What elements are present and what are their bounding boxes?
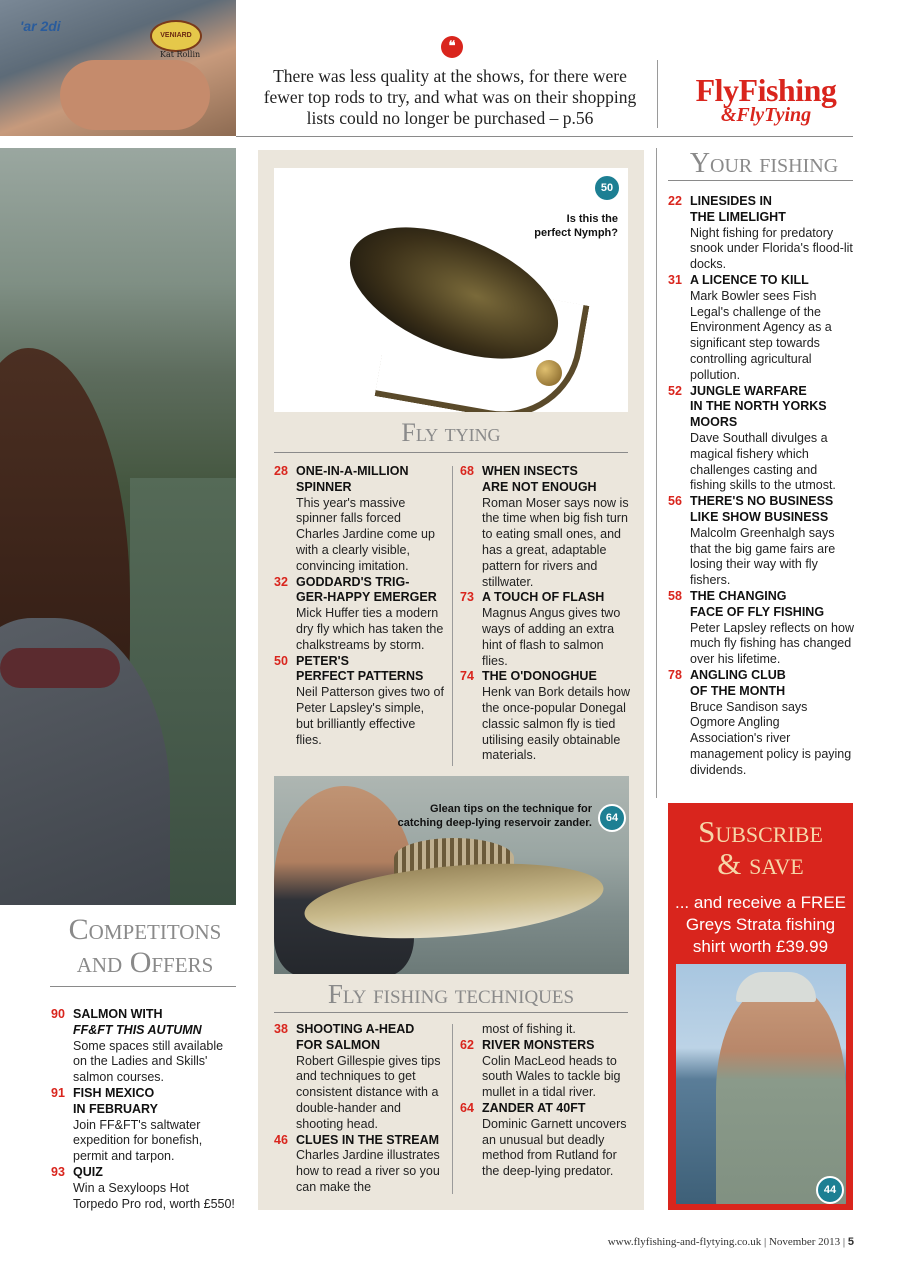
list-item bbox=[668, 589, 854, 668]
item-desc: Win a Sexyloops Hot Torpedo Pro rod, worth £550! bbox=[73, 1180, 235, 1211]
item-title: QUIZ bbox=[73, 1164, 103, 1179]
list-item bbox=[668, 273, 854, 384]
item-title: SALMON WITH bbox=[73, 1007, 163, 1021]
photo-hands bbox=[60, 60, 210, 130]
photo-bead bbox=[536, 360, 562, 386]
page-number: 58 bbox=[668, 588, 682, 603]
item-desc: Magnus Angus gives two ways of adding an extra hint of flash to salmon flies. bbox=[482, 606, 621, 668]
name-patch: Kat Rollin bbox=[160, 50, 201, 59]
item-title: SHOOTING A-HEAD bbox=[296, 1022, 415, 1036]
item-desc: Join FF&FT's saltwater expedition for bonefish, permit and tarpon. bbox=[73, 1117, 203, 1164]
list-item bbox=[668, 194, 854, 273]
techniques-right-list bbox=[460, 1022, 630, 1180]
list-item bbox=[51, 1007, 236, 1086]
footer-url[interactable]: www.flyfishing-and-flytying.co.uk bbox=[607, 1236, 762, 1248]
item-title: ANGLING CLUB bbox=[690, 667, 786, 682]
item-desc: Charles Jardine illustrates how to read a river so you can make the bbox=[296, 1148, 440, 1194]
fly-tying-right-list bbox=[460, 464, 630, 764]
item-title: PETER'S bbox=[296, 653, 349, 668]
list-item bbox=[274, 464, 444, 575]
page-number: 46 bbox=[274, 1132, 288, 1147]
list-item bbox=[668, 384, 854, 495]
page-number: 73 bbox=[460, 590, 474, 605]
item-title: RIVER MONSTERS bbox=[482, 1037, 595, 1052]
techniques-title: Fly fishing techniques bbox=[327, 979, 575, 1009]
list-item bbox=[668, 668, 854, 779]
top-photo bbox=[0, 0, 236, 136]
footer-separator: | bbox=[764, 1236, 767, 1248]
page-number: 31 bbox=[668, 272, 682, 287]
list-item bbox=[274, 1022, 444, 1133]
logo-line1: FlyFishing bbox=[695, 72, 837, 108]
page-number: 50 bbox=[274, 653, 288, 668]
page-number: 74 bbox=[460, 669, 474, 684]
footer-separator: | bbox=[842, 1236, 846, 1248]
item-desc: Robert Gillespie gives tips and techniques to get consistent distance with a double-hander and shooting head. bbox=[296, 1053, 441, 1131]
item-title: THE O'DONOGHUE bbox=[482, 669, 597, 684]
item-continuation: most of fishing it. bbox=[482, 1022, 576, 1036]
list-item bbox=[668, 494, 854, 589]
page-number: 22 bbox=[668, 194, 682, 208]
subscribe-offer: ... and receive a FREE Greys Strata fishing shirt worth £39.99 bbox=[674, 893, 847, 956]
caption-line: perfect Nymph? bbox=[534, 227, 618, 239]
zander-caption bbox=[380, 802, 592, 830]
logo-line2: &FlyTying bbox=[720, 104, 812, 126]
page-number: 38 bbox=[274, 1022, 288, 1036]
page-number: 56 bbox=[668, 494, 682, 509]
page-badge: 64 bbox=[598, 804, 626, 832]
list-item bbox=[51, 1086, 236, 1165]
list-item bbox=[460, 590, 630, 669]
competitions-list bbox=[51, 1007, 236, 1212]
item-title: ONE-IN-A-MILLION bbox=[296, 464, 409, 478]
item-title: OF THE MONTH bbox=[690, 683, 786, 698]
competitions-title-line2: and Offers bbox=[76, 946, 214, 979]
item-title: ARE NOT ENOUGH bbox=[482, 479, 597, 494]
item-title: JUNGLE WARFARE bbox=[690, 383, 807, 398]
list-item bbox=[460, 669, 630, 764]
item-desc: This year's massive spinner falls forced Charles Jardine come up with a clearly visible, convincing imitation. bbox=[296, 495, 435, 573]
item-title: GER-HAPPY EMERGER bbox=[296, 590, 437, 605]
list-item bbox=[274, 654, 444, 749]
photo-angler bbox=[716, 984, 846, 1204]
item-title: LINESIDES IN bbox=[690, 194, 772, 208]
item-desc: Malcolm Greenhalgh says that the big game fairs are losing their way with fly fishers. bbox=[690, 525, 836, 588]
veniard-patch: VENIARD bbox=[150, 20, 202, 52]
page-number: 52 bbox=[668, 383, 682, 398]
competitions-title bbox=[40, 913, 250, 979]
your-fishing-rule bbox=[668, 180, 853, 181]
photo-collar bbox=[0, 648, 120, 688]
item-title: FF&FT THIS AUTUMN bbox=[73, 1022, 202, 1037]
item-desc: Some spaces still available on the Ladies and Skills' salmon courses. bbox=[73, 1038, 224, 1085]
fly-tying-title: Fly tying bbox=[401, 418, 501, 447]
item-title: WHEN INSECTS bbox=[482, 464, 578, 478]
list-item bbox=[51, 1165, 236, 1212]
item-title: SPINNER bbox=[296, 479, 352, 494]
page-number: 68 bbox=[460, 464, 474, 478]
your-fishing-list bbox=[668, 194, 854, 778]
item-desc: Roman Moser says now is the time when big fish turn to eating small ones, and has a great, adaptable pattern for rivers and stillwater. bbox=[482, 495, 629, 589]
nymph-photo bbox=[274, 168, 628, 412]
item-title: FISH MEXICO bbox=[73, 1085, 155, 1100]
item-title: GODDARD'S TRIG- bbox=[296, 574, 410, 589]
right-column-divider bbox=[656, 148, 657, 798]
page-number: 28 bbox=[274, 464, 288, 478]
item-title: IN THE NORTH YORKS MOORS bbox=[690, 399, 827, 430]
item-title: THERE'S NO BUSINESS bbox=[690, 494, 834, 509]
list-item bbox=[460, 1038, 630, 1101]
page-badge: 44 bbox=[816, 1176, 844, 1204]
quote-icon: ❝ bbox=[441, 36, 463, 58]
competitions-rule bbox=[50, 986, 236, 987]
list-item bbox=[274, 575, 444, 654]
techniques-left-list bbox=[274, 1022, 444, 1196]
shirt-logo: 'ar 2di bbox=[20, 18, 61, 34]
item-title: A TOUCH OF FLASH bbox=[482, 590, 605, 605]
item-title: FOR SALMON bbox=[296, 1037, 381, 1052]
techniques-rule bbox=[274, 1012, 628, 1013]
fly-tying-left-list bbox=[274, 464, 444, 748]
item-title: A LICENCE TO KILL bbox=[690, 272, 809, 287]
column-divider bbox=[452, 1024, 453, 1194]
item-desc: Bruce Sandison says Ogmore Angling Association's river management policy is paying dividends. bbox=[690, 699, 852, 777]
page-badge: 50 bbox=[593, 174, 621, 202]
page-number: 32 bbox=[274, 574, 288, 589]
column-divider bbox=[452, 466, 453, 766]
fly-tying-rule bbox=[274, 452, 628, 453]
item-title: IN FEBRUARY bbox=[73, 1101, 158, 1116]
item-desc: Dominic Garnett uncovers an unusual but deadly method from Rutland for the deep-lying predator. bbox=[482, 1116, 627, 1179]
item-desc: Night fishing for predatory snook under Florida's flood-lit docks. bbox=[690, 225, 853, 272]
item-desc: Peter Lapsley reflects on how much fly fishing has changed over his lifetime. bbox=[690, 620, 854, 667]
photo-cap bbox=[736, 972, 816, 1002]
caption-line: catching deep-lying reservoir zander. bbox=[397, 817, 592, 829]
item-title: THE LIMELIGHT bbox=[690, 209, 786, 224]
list-item bbox=[274, 1133, 444, 1196]
item-desc: Neil Patterson gives two of Peter Lapsley's simple, but brilliantly effective flies. bbox=[296, 685, 444, 747]
page-number: 64 bbox=[460, 1100, 474, 1115]
footer-issue: November 2013 bbox=[768, 1236, 841, 1248]
pull-quote: There was less quality at the shows, for there were fewer top rods to try, and what was on their shopping lists could no longer be purchased – p.56 bbox=[263, 66, 637, 128]
quote-divider bbox=[657, 60, 658, 128]
subscribe-title-line1: Subscribe bbox=[698, 814, 823, 849]
page-number: 90 bbox=[51, 1007, 65, 1021]
page-number: 5 bbox=[847, 1236, 854, 1248]
page-number: 93 bbox=[51, 1164, 65, 1179]
item-desc: Dave Southall divulges a magical fishery which challenges casting and fishing skills to the utmost. bbox=[690, 430, 836, 493]
magazine-logo bbox=[666, 74, 866, 124]
caption-line: Is this the bbox=[566, 213, 618, 225]
item-title: CLUES IN THE STREAM bbox=[296, 1132, 440, 1147]
item-desc: Mark Bowler sees Fish Legal's challenge of the Environment Agency as a significant step towards controlling agricultural pollution. bbox=[690, 288, 832, 382]
list-item bbox=[460, 464, 630, 590]
nymph-caption bbox=[470, 212, 618, 240]
item-title: FACE OF FLY FISHING bbox=[690, 604, 825, 619]
page-number: 78 bbox=[668, 667, 682, 682]
subscribe-photo bbox=[676, 964, 846, 1204]
item-title: PERFECT PATTERNS bbox=[296, 669, 424, 684]
your-fishing-title: Your fishing bbox=[689, 148, 839, 179]
page-footer bbox=[560, 1236, 854, 1248]
subscribe-title-line2: & save bbox=[717, 846, 804, 881]
list-item bbox=[460, 1101, 630, 1180]
item-desc: Colin MacLeod heads to south Wales to tackle big mullet in a tidal river. bbox=[482, 1053, 621, 1100]
page-number: 62 bbox=[460, 1037, 474, 1052]
feature-photo bbox=[0, 148, 236, 905]
subscribe-title bbox=[668, 816, 853, 880]
page-number: 91 bbox=[51, 1085, 65, 1100]
item-title: ZANDER AT 40FT bbox=[482, 1100, 586, 1115]
item-desc: Henk van Bork details how the once-popular Donegal classic salmon fly is tied utilising easily obtainable materials. bbox=[482, 685, 630, 763]
item-desc: Mick Huffer ties a modern dry fly which has taken the chalkstreams by storm. bbox=[296, 606, 444, 652]
caption-line: Glean tips on the technique for bbox=[430, 803, 592, 815]
item-title: LIKE SHOW BUSINESS bbox=[690, 509, 829, 524]
header-rule bbox=[236, 136, 853, 137]
competitions-title-line1: Competitons bbox=[68, 913, 222, 946]
item-title: THE CHANGING bbox=[690, 588, 787, 603]
